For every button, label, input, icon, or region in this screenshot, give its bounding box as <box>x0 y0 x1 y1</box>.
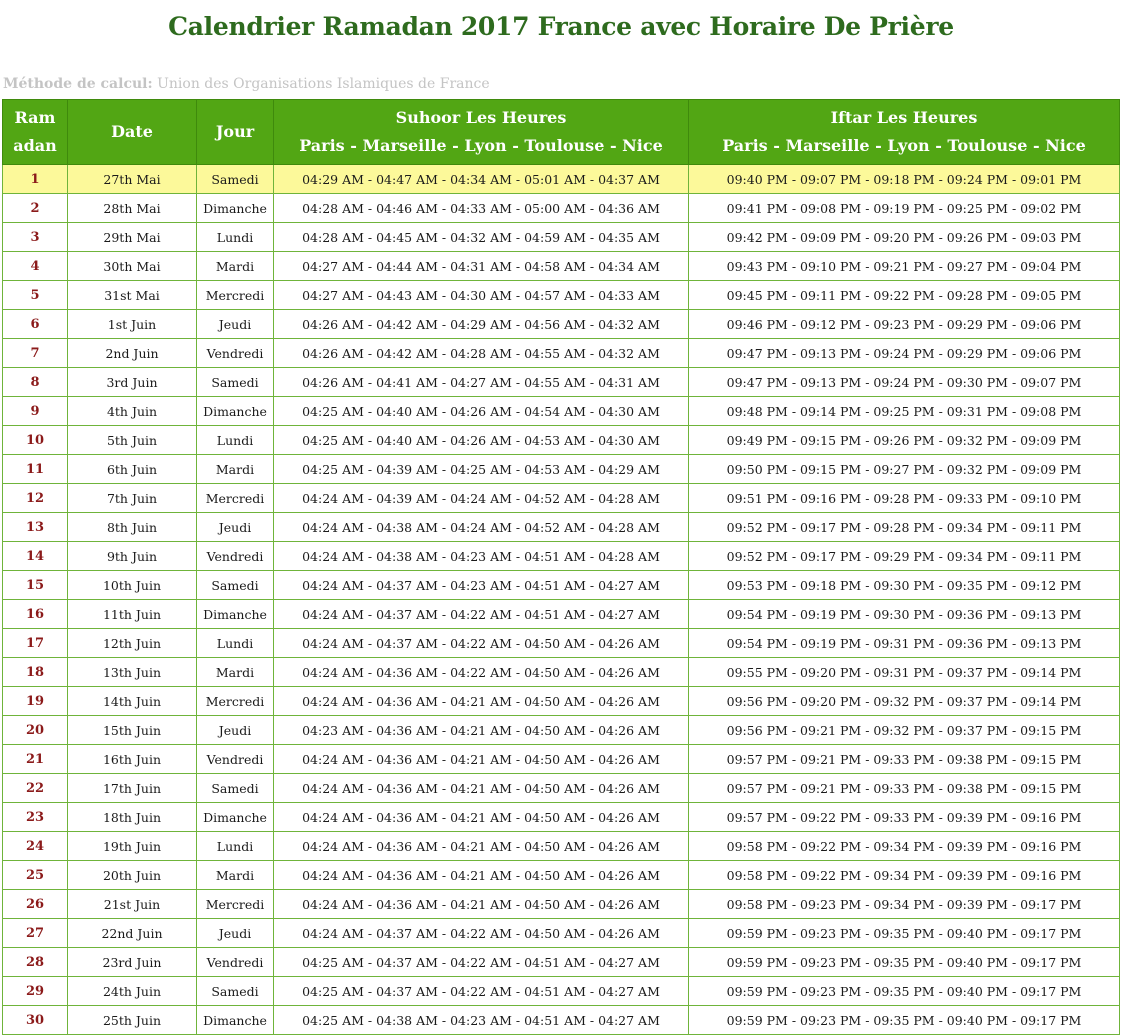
ramadan-day-cell: 23 <box>3 803 68 832</box>
ramadan-day-cell: 5 <box>3 281 68 310</box>
weekday-cell: Lundi <box>197 223 274 252</box>
date-cell: 7th Juin <box>68 484 197 513</box>
date-cell: 28th Mai <box>68 194 197 223</box>
weekday-cell: Jeudi <box>197 310 274 339</box>
table-row <box>3 629 1120 658</box>
iftar-times-cell: 09:59 PM - 09:23 PM - 09:35 PM - 09:40 PM - 09:17 PM <box>689 1006 1120 1035</box>
table-row <box>3 861 1120 890</box>
suhoor-times-cell: 04:24 AM - 04:36 AM - 04:21 AM - 04:50 AM - 04:26 AM <box>274 861 689 890</box>
table-row <box>3 977 1120 1006</box>
suhoor-times-cell: 04:27 AM - 04:43 AM - 04:30 AM - 04:57 AM - 04:33 AM <box>274 281 689 310</box>
table-row <box>3 194 1120 223</box>
iftar-times-cell: 09:47 PM - 09:13 PM - 09:24 PM - 09:30 PM - 09:07 PM <box>689 368 1120 397</box>
method-label: Méthode de calcul: <box>3 76 153 92</box>
date-cell: 19th Juin <box>68 832 197 861</box>
suhoor-times-cell: 04:25 AM - 04:40 AM - 04:26 AM - 04:54 AM - 04:30 AM <box>274 397 689 426</box>
date-cell: 14th Juin <box>68 687 197 716</box>
suhoor-times-cell: 04:24 AM - 04:37 AM - 04:22 AM - 04:50 AM - 04:26 AM <box>274 629 689 658</box>
ramadan-day-cell: 1 <box>3 165 68 194</box>
table-header <box>3 100 1120 165</box>
weekday-cell: Dimanche <box>197 397 274 426</box>
table-row <box>3 803 1120 832</box>
ramadan-day-cell: 25 <box>3 861 68 890</box>
date-cell: 29th Mai <box>68 223 197 252</box>
date-cell: 18th Juin <box>68 803 197 832</box>
iftar-times-cell: 09:56 PM - 09:20 PM - 09:32 PM - 09:37 PM - 09:14 PM <box>689 687 1120 716</box>
suhoor-times-cell: 04:24 AM - 04:38 AM - 04:24 AM - 04:52 AM - 04:28 AM <box>274 513 689 542</box>
weekday-cell: Jeudi <box>197 716 274 745</box>
iftar-times-cell: 09:42 PM - 09:09 PM - 09:20 PM - 09:26 PM - 09:03 PM <box>689 223 1120 252</box>
suhoor-times-cell: 04:24 AM - 04:36 AM - 04:21 AM - 04:50 AM - 04:26 AM <box>274 745 689 774</box>
iftar-times-cell: 09:58 PM - 09:22 PM - 09:34 PM - 09:39 PM - 09:16 PM <box>689 861 1120 890</box>
suhoor-times-cell: 04:26 AM - 04:42 AM - 04:29 AM - 04:56 AM - 04:32 AM <box>274 310 689 339</box>
weekday-cell: Dimanche <box>197 194 274 223</box>
weekday-cell: Mardi <box>197 455 274 484</box>
suhoor-times-cell: 04:23 AM - 04:36 AM - 04:21 AM - 04:50 AM - 04:26 AM <box>274 716 689 745</box>
table-row <box>3 1006 1120 1035</box>
weekday-cell: Samedi <box>197 774 274 803</box>
date-cell: 22nd Juin <box>68 919 197 948</box>
date-cell: 17th Juin <box>68 774 197 803</box>
weekday-cell: Samedi <box>197 368 274 397</box>
date-cell: 10th Juin <box>68 571 197 600</box>
date-cell: 9th Juin <box>68 542 197 571</box>
weekday-cell: Samedi <box>197 977 274 1006</box>
col-header-iftar-line2: Paris - Marseille - Lyon - Toulouse - Nice <box>722 136 1086 155</box>
weekday-cell: Vendredi <box>197 745 274 774</box>
suhoor-times-cell: 04:26 AM - 04:42 AM - 04:28 AM - 04:55 AM - 04:32 AM <box>274 339 689 368</box>
weekday-cell: Dimanche <box>197 600 274 629</box>
date-cell: 16th Juin <box>68 745 197 774</box>
ramadan-day-cell: 19 <box>3 687 68 716</box>
iftar-times-cell: 09:55 PM - 09:20 PM - 09:31 PM - 09:37 PM - 09:14 PM <box>689 658 1120 687</box>
suhoor-times-cell: 04:24 AM - 04:37 AM - 04:22 AM - 04:50 AM - 04:26 AM <box>274 919 689 948</box>
weekday-cell: Mardi <box>197 252 274 281</box>
col-header-iftar <box>689 100 1120 165</box>
suhoor-times-cell: 04:24 AM - 04:36 AM - 04:21 AM - 04:50 AM - 04:26 AM <box>274 832 689 861</box>
iftar-times-cell: 09:43 PM - 09:10 PM - 09:21 PM - 09:27 PM - 09:04 PM <box>689 252 1120 281</box>
table-row <box>3 919 1120 948</box>
ramadan-day-cell: 17 <box>3 629 68 658</box>
col-header-ramadan-line1: Ram <box>14 108 56 127</box>
header-row <box>3 100 1120 165</box>
date-cell: 27th Mai <box>68 165 197 194</box>
ramadan-day-cell: 11 <box>3 455 68 484</box>
weekday-cell: Mercredi <box>197 484 274 513</box>
iftar-times-cell: 09:53 PM - 09:18 PM - 09:30 PM - 09:35 PM - 09:12 PM <box>689 571 1120 600</box>
ramadan-day-cell: 20 <box>3 716 68 745</box>
date-cell: 24th Juin <box>68 977 197 1006</box>
weekday-cell: Vendredi <box>197 339 274 368</box>
table-row <box>3 339 1120 368</box>
iftar-times-cell: 09:54 PM - 09:19 PM - 09:30 PM - 09:36 PM - 09:13 PM <box>689 600 1120 629</box>
suhoor-times-cell: 04:24 AM - 04:36 AM - 04:21 AM - 04:50 AM - 04:26 AM <box>274 890 689 919</box>
suhoor-times-cell: 04:25 AM - 04:38 AM - 04:23 AM - 04:51 AM - 04:27 AM <box>274 1006 689 1035</box>
ramadan-day-cell: 3 <box>3 223 68 252</box>
date-cell: 23rd Juin <box>68 948 197 977</box>
suhoor-times-cell: 04:28 AM - 04:46 AM - 04:33 AM - 05:00 AM - 04:36 AM <box>274 194 689 223</box>
ramadan-day-cell: 29 <box>3 977 68 1006</box>
date-cell: 3rd Juin <box>68 368 197 397</box>
table-row <box>3 310 1120 339</box>
ramadan-day-cell: 24 <box>3 832 68 861</box>
table-row <box>3 948 1120 977</box>
date-cell: 5th Juin <box>68 426 197 455</box>
weekday-cell: Vendredi <box>197 542 274 571</box>
page-title: Calendrier Ramadan 2017 France avec Horaire De Prière <box>168 12 954 41</box>
table-row <box>3 658 1120 687</box>
ramadan-day-cell: 15 <box>3 571 68 600</box>
suhoor-times-cell: 04:25 AM - 04:40 AM - 04:26 AM - 04:53 AM - 04:30 AM <box>274 426 689 455</box>
ramadan-day-cell: 26 <box>3 890 68 919</box>
ramadan-calendar-table <box>2 99 1120 1035</box>
weekday-cell: Jeudi <box>197 513 274 542</box>
table-row <box>3 890 1120 919</box>
suhoor-times-cell: 04:24 AM - 04:39 AM - 04:24 AM - 04:52 AM - 04:28 AM <box>274 484 689 513</box>
table-row <box>3 600 1120 629</box>
iftar-times-cell: 09:54 PM - 09:19 PM - 09:31 PM - 09:36 PM - 09:13 PM <box>689 629 1120 658</box>
table-row <box>3 832 1120 861</box>
weekday-cell: Mercredi <box>197 890 274 919</box>
iftar-times-cell: 09:51 PM - 09:16 PM - 09:28 PM - 09:33 PM - 09:10 PM <box>689 484 1120 513</box>
ramadan-day-cell: 12 <box>3 484 68 513</box>
date-cell: 13th Juin <box>68 658 197 687</box>
ramadan-day-cell: 7 <box>3 339 68 368</box>
weekday-cell: Dimanche <box>197 803 274 832</box>
weekday-cell: Lundi <box>197 629 274 658</box>
ramadan-day-cell: 27 <box>3 919 68 948</box>
date-cell: 2nd Juin <box>68 339 197 368</box>
date-cell: 31st Mai <box>68 281 197 310</box>
suhoor-times-cell: 04:24 AM - 04:36 AM - 04:21 AM - 04:50 AM - 04:26 AM <box>274 774 689 803</box>
date-cell: 11th Juin <box>68 600 197 629</box>
table-row <box>3 745 1120 774</box>
weekday-cell: Vendredi <box>197 948 274 977</box>
iftar-times-cell: 09:56 PM - 09:21 PM - 09:32 PM - 09:37 PM - 09:15 PM <box>689 716 1120 745</box>
table-row <box>3 223 1120 252</box>
iftar-times-cell: 09:59 PM - 09:23 PM - 09:35 PM - 09:40 PM - 09:17 PM <box>689 948 1120 977</box>
table-row <box>3 252 1120 281</box>
ramadan-day-cell: 13 <box>3 513 68 542</box>
date-cell: 4th Juin <box>68 397 197 426</box>
ramadan-day-cell: 18 <box>3 658 68 687</box>
iftar-times-cell: 09:59 PM - 09:23 PM - 09:35 PM - 09:40 PM - 09:17 PM <box>689 977 1120 1006</box>
ramadan-day-cell: 22 <box>3 774 68 803</box>
iftar-times-cell: 09:41 PM - 09:08 PM - 09:19 PM - 09:25 PM - 09:02 PM <box>689 194 1120 223</box>
ramadan-day-cell: 10 <box>3 426 68 455</box>
suhoor-times-cell: 04:24 AM - 04:36 AM - 04:21 AM - 04:50 AM - 04:26 AM <box>274 803 689 832</box>
ramadan-day-cell: 4 <box>3 252 68 281</box>
ramadan-day-cell: 2 <box>3 194 68 223</box>
suhoor-times-cell: 04:29 AM - 04:47 AM - 04:34 AM - 05:01 AM - 04:37 AM <box>274 165 689 194</box>
table-row <box>3 542 1120 571</box>
col-header-suhoor-line2: Paris - Marseille - Lyon - Toulouse - Nice <box>299 136 663 155</box>
suhoor-times-cell: 04:25 AM - 04:37 AM - 04:22 AM - 04:51 AM - 04:27 AM <box>274 977 689 1006</box>
date-cell: 12th Juin <box>68 629 197 658</box>
table-row <box>3 368 1120 397</box>
table-row <box>3 774 1120 803</box>
suhoor-times-cell: 04:24 AM - 04:37 AM - 04:23 AM - 04:51 AM - 04:27 AM <box>274 571 689 600</box>
iftar-times-cell: 09:57 PM - 09:22 PM - 09:33 PM - 09:39 PM - 09:16 PM <box>689 803 1120 832</box>
iftar-times-cell: 09:40 PM - 09:07 PM - 09:18 PM - 09:24 PM - 09:01 PM <box>689 165 1120 194</box>
suhoor-times-cell: 04:24 AM - 04:36 AM - 04:21 AM - 04:50 AM - 04:26 AM <box>274 687 689 716</box>
col-header-suhoor <box>274 100 689 165</box>
suhoor-times-cell: 04:28 AM - 04:45 AM - 04:32 AM - 04:59 AM - 04:35 AM <box>274 223 689 252</box>
table-row <box>3 571 1120 600</box>
suhoor-times-cell: 04:27 AM - 04:44 AM - 04:31 AM - 04:58 AM - 04:34 AM <box>274 252 689 281</box>
ramadan-day-cell: 14 <box>3 542 68 571</box>
weekday-cell: Samedi <box>197 571 274 600</box>
ramadan-day-cell: 8 <box>3 368 68 397</box>
suhoor-times-cell: 04:24 AM - 04:38 AM - 04:23 AM - 04:51 AM - 04:28 AM <box>274 542 689 571</box>
table-row <box>3 455 1120 484</box>
iftar-times-cell: 09:59 PM - 09:23 PM - 09:35 PM - 09:40 PM - 09:17 PM <box>689 919 1120 948</box>
ramadan-day-cell: 16 <box>3 600 68 629</box>
iftar-times-cell: 09:58 PM - 09:22 PM - 09:34 PM - 09:39 PM - 09:16 PM <box>689 832 1120 861</box>
weekday-cell: Lundi <box>197 426 274 455</box>
ramadan-day-cell: 6 <box>3 310 68 339</box>
iftar-times-cell: 09:57 PM - 09:21 PM - 09:33 PM - 09:38 PM - 09:15 PM <box>689 745 1120 774</box>
weekday-cell: Dimanche <box>197 1006 274 1035</box>
calculation-method <box>3 76 490 92</box>
col-header-ramadan-line2: adan <box>13 136 57 155</box>
method-value: Union des Organisations Islamiques de France <box>157 76 490 92</box>
table-row <box>3 484 1120 513</box>
col-header-iftar-line1: Iftar Les Heures <box>830 108 978 127</box>
ramadan-day-cell: 28 <box>3 948 68 977</box>
suhoor-times-cell: 04:26 AM - 04:41 AM - 04:27 AM - 04:55 AM - 04:31 AM <box>274 368 689 397</box>
weekday-cell: Mercredi <box>197 687 274 716</box>
date-cell: 8th Juin <box>68 513 197 542</box>
col-header-date: Date <box>68 100 197 165</box>
weekday-cell: Lundi <box>197 832 274 861</box>
table-row <box>3 687 1120 716</box>
table-row <box>3 426 1120 455</box>
iftar-times-cell: 09:49 PM - 09:15 PM - 09:26 PM - 09:32 PM - 09:09 PM <box>689 426 1120 455</box>
table-row <box>3 513 1120 542</box>
iftar-times-cell: 09:52 PM - 09:17 PM - 09:28 PM - 09:34 PM - 09:11 PM <box>689 513 1120 542</box>
col-header-suhoor-line1: Suhoor Les Heures <box>395 108 567 127</box>
suhoor-times-cell: 04:25 AM - 04:37 AM - 04:22 AM - 04:51 AM - 04:27 AM <box>274 948 689 977</box>
iftar-times-cell: 09:45 PM - 09:11 PM - 09:22 PM - 09:28 PM - 09:05 PM <box>689 281 1120 310</box>
table-row <box>3 716 1120 745</box>
table-body <box>3 165 1120 1035</box>
date-cell: 30th Mai <box>68 252 197 281</box>
table-row <box>3 397 1120 426</box>
weekday-cell: Jeudi <box>197 919 274 948</box>
table-row <box>3 281 1120 310</box>
ramadan-day-cell: 21 <box>3 745 68 774</box>
weekday-cell: Samedi <box>197 165 274 194</box>
iftar-times-cell: 09:50 PM - 09:15 PM - 09:27 PM - 09:32 PM - 09:09 PM <box>689 455 1120 484</box>
suhoor-times-cell: 04:25 AM - 04:39 AM - 04:25 AM - 04:53 AM - 04:29 AM <box>274 455 689 484</box>
ramadan-day-cell: 30 <box>3 1006 68 1035</box>
col-header-jour: Jour <box>197 100 274 165</box>
table-row <box>3 165 1120 194</box>
suhoor-times-cell: 04:24 AM - 04:36 AM - 04:22 AM - 04:50 AM - 04:26 AM <box>274 658 689 687</box>
iftar-times-cell: 09:57 PM - 09:21 PM - 09:33 PM - 09:38 PM - 09:15 PM <box>689 774 1120 803</box>
date-cell: 20th Juin <box>68 861 197 890</box>
weekday-cell: Mardi <box>197 861 274 890</box>
ramadan-day-cell: 9 <box>3 397 68 426</box>
weekday-cell: Mercredi <box>197 281 274 310</box>
date-cell: 21st Juin <box>68 890 197 919</box>
iftar-times-cell: 09:52 PM - 09:17 PM - 09:29 PM - 09:34 PM - 09:11 PM <box>689 542 1120 571</box>
iftar-times-cell: 09:47 PM - 09:13 PM - 09:24 PM - 09:29 PM - 09:06 PM <box>689 339 1120 368</box>
col-header-ramadan <box>3 100 68 165</box>
iftar-times-cell: 09:58 PM - 09:23 PM - 09:34 PM - 09:39 PM - 09:17 PM <box>689 890 1120 919</box>
suhoor-times-cell: 04:24 AM - 04:37 AM - 04:22 AM - 04:51 AM - 04:27 AM <box>274 600 689 629</box>
weekday-cell: Mardi <box>197 658 274 687</box>
date-cell: 1st Juin <box>68 310 197 339</box>
iftar-times-cell: 09:46 PM - 09:12 PM - 09:23 PM - 09:29 PM - 09:06 PM <box>689 310 1120 339</box>
date-cell: 6th Juin <box>68 455 197 484</box>
date-cell: 15th Juin <box>68 716 197 745</box>
date-cell: 25th Juin <box>68 1006 197 1035</box>
iftar-times-cell: 09:48 PM - 09:14 PM - 09:25 PM - 09:31 PM - 09:08 PM <box>689 397 1120 426</box>
